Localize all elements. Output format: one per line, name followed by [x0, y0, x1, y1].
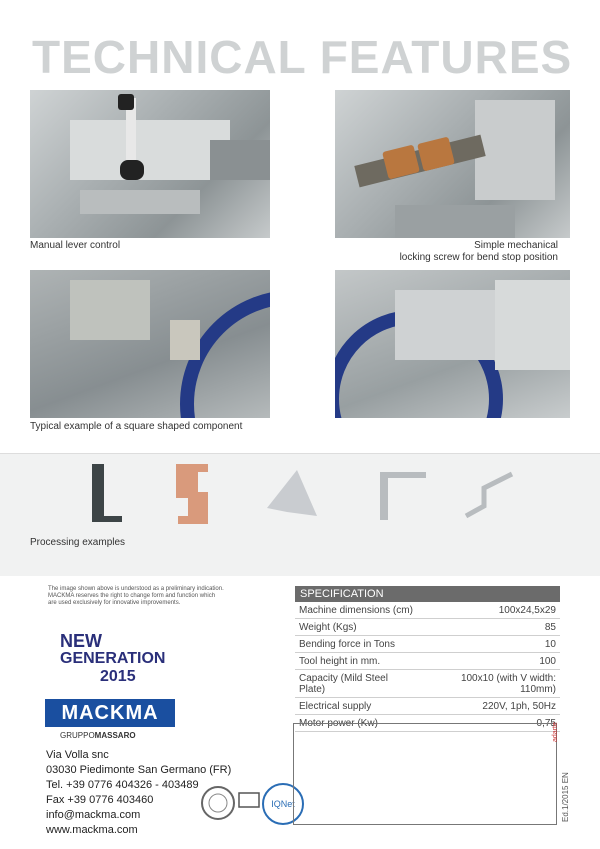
example-part-4: [372, 468, 432, 523]
edition-label: Ed.1/2015 EN: [561, 772, 570, 822]
quality-mark-icon: [238, 790, 260, 812]
spec-panel: [295, 586, 560, 732]
spec-value: 100x10 (with V width: 110mm): [420, 670, 560, 698]
spec-label: Capacity (Mild Steel Plate): [295, 670, 420, 698]
spec-value: 85: [420, 619, 560, 636]
iqnet-text: IQNet: [271, 799, 295, 809]
new-generation-logo: [60, 632, 180, 686]
gruppo-prefix: GRUPPO: [60, 731, 95, 740]
photo-square-component-2: [335, 270, 570, 418]
gruppo-massaro: [60, 731, 136, 740]
spec-row: [295, 670, 560, 698]
page-title: TECHNICAL FEATURES: [32, 31, 573, 83]
example-part-5: [460, 468, 520, 523]
spec-row: [295, 602, 560, 619]
caption-locking-screw-line2: locking screw for bend stop position: [399, 252, 558, 263]
spec-label: Bending force in Tons: [295, 636, 420, 653]
caption-locking-screw-line1: Simple mechanical: [474, 240, 558, 251]
spec-header: SPECIFICATION: [295, 586, 560, 602]
photo-square-component-1: [30, 270, 270, 418]
address-line2: 03030 Piedimonte San Germano (FR): [46, 764, 232, 776]
spec-value: 100x24,5x29: [420, 602, 560, 619]
fax: Fax +39 0776 403460: [46, 794, 154, 806]
photo-locking-screw: [335, 90, 570, 238]
gruppo-name: MASSARO: [94, 731, 136, 740]
spec-table: [295, 602, 560, 732]
email-link[interactable]: info@mackma.com: [46, 809, 141, 821]
spec-row: [295, 636, 560, 653]
phone: Tel. +39 0776 404326 - 403489: [46, 779, 199, 791]
processing-examples-band: [0, 453, 600, 576]
spec-value: 100: [420, 653, 560, 670]
logo-year-text: 2015: [100, 668, 136, 685]
address-line1: Via Volla snc: [46, 749, 109, 761]
logo-new-text: NEW: [60, 631, 102, 651]
disclaimer-line1: The image shown above is understood as a preliminary indication.: [48, 586, 224, 592]
caption-manual-lever: Manual lever control: [30, 240, 121, 251]
example-part-2: [168, 462, 218, 526]
caption-square-component: Typical example of a square shaped component: [30, 421, 243, 432]
spec-label: Weight (Kgs): [295, 619, 420, 636]
spec-row: [295, 653, 560, 670]
example-part-1: [82, 464, 132, 524]
certification-seal-icon: [200, 785, 236, 821]
website-link[interactable]: www.mackma.com: [46, 824, 138, 836]
spec-value: 220V, 1ph, 50Hz: [420, 698, 560, 715]
disclaimer-line3: are used exclusively for innovative improvements.: [48, 600, 181, 606]
spec-label: Motor power (Kw): [295, 715, 420, 732]
spec-row: [295, 698, 560, 715]
spec-value: 0,75: [420, 715, 560, 732]
spec-row: [295, 619, 560, 636]
dealer-stamp-box: [293, 723, 557, 825]
example-part-3: [262, 468, 322, 518]
spec-label: Electrical supply: [295, 698, 420, 715]
spec-label: Tool height in mm.: [295, 653, 420, 670]
mackma-logo: MACKMA: [45, 699, 175, 727]
spec-label: Machine dimensions (cm): [295, 602, 420, 619]
logo-generation-text: GENERATION: [60, 650, 166, 667]
disclaimer: [48, 586, 273, 607]
photo-manual-lever: [30, 90, 270, 238]
spec-value: 10: [420, 636, 560, 653]
disclaimer-line2: MACKMA reserves the right to change form and function which: [48, 593, 216, 599]
adarte-stamp: adarte: [552, 722, 559, 742]
caption-processing-examples: Processing examples: [30, 537, 126, 548]
